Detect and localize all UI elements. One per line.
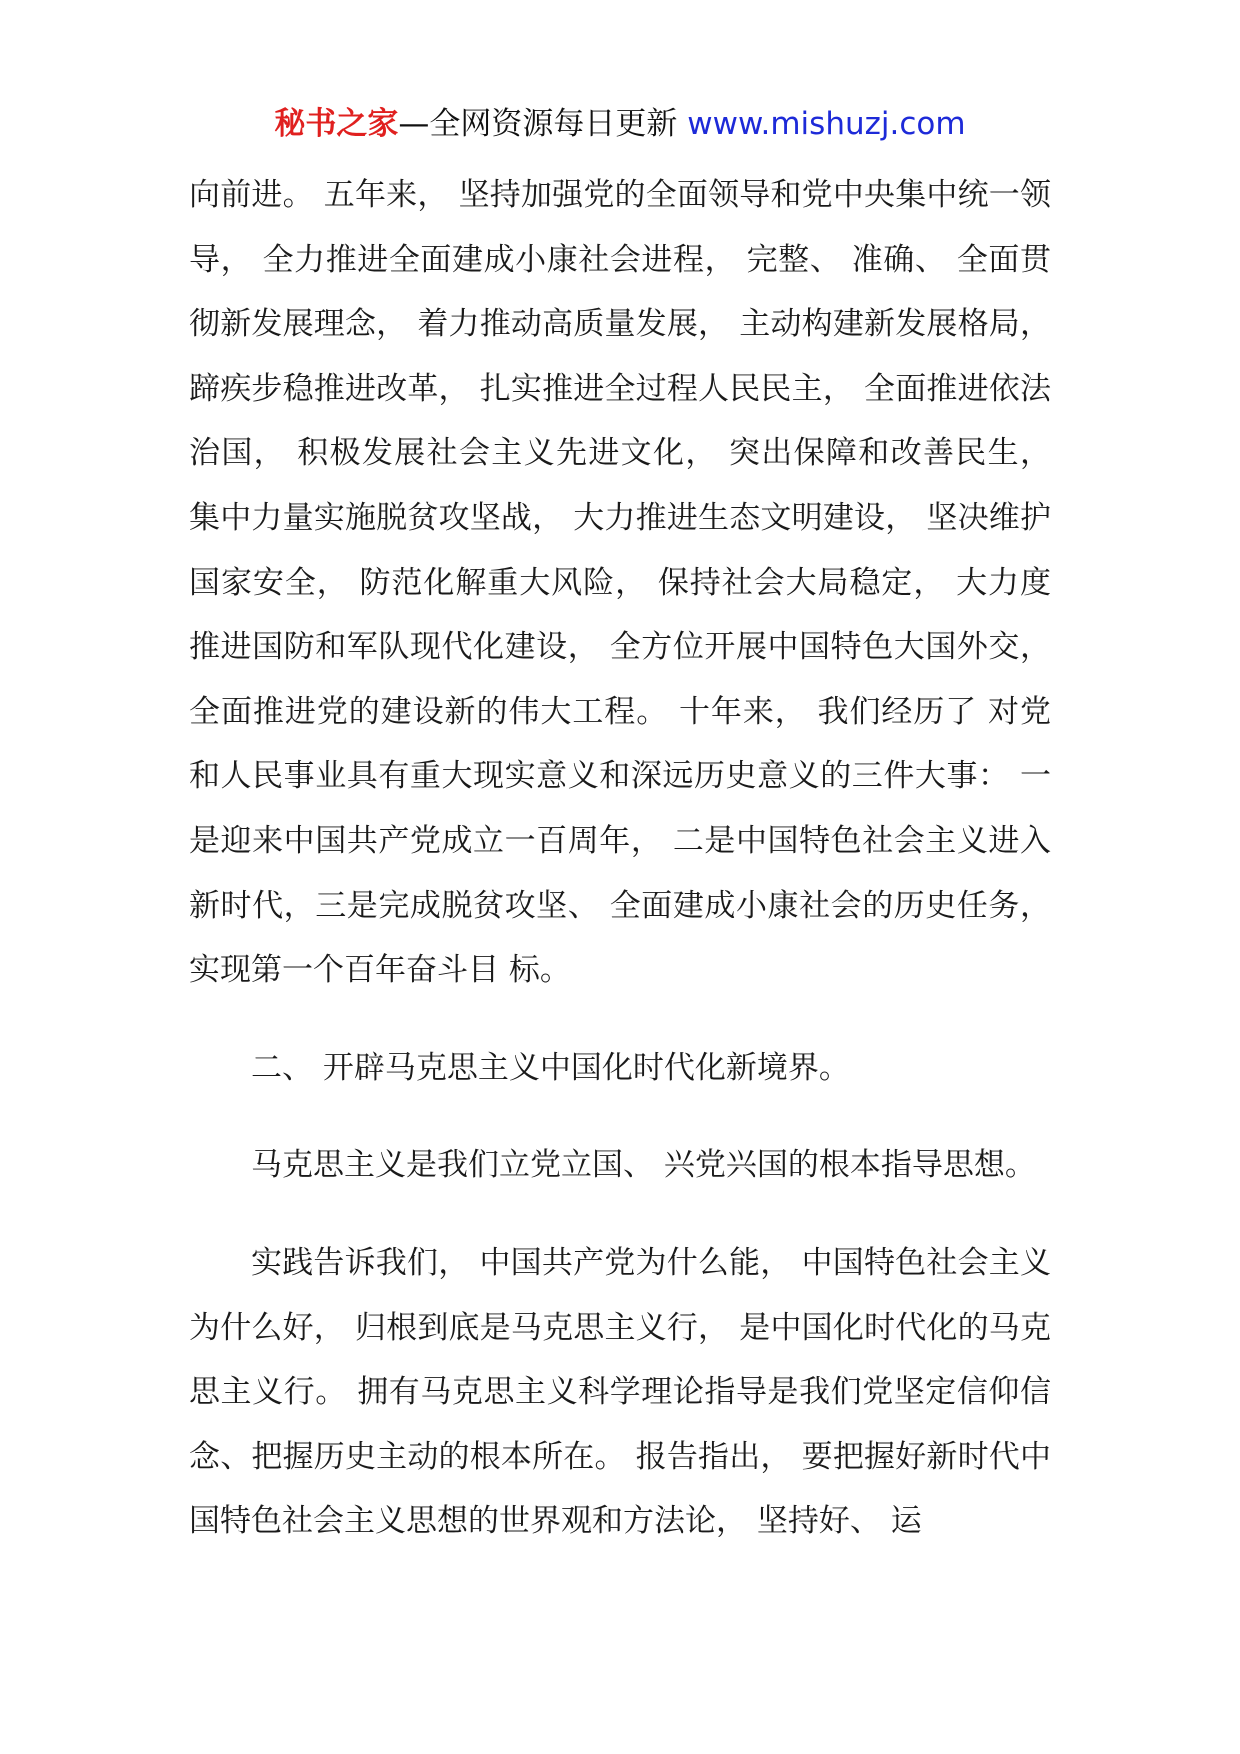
paragraph: 实践告诉我们， 中国共产党为什么能， 中国特色社会主义为什么好， 归根到底是马克思主义行， 是中国化时代化的马克思主义行。 拥有马克思主义科学理论指导是我们党坚定信仰信念、把握历史主动的根本所在。 报告指出， 要把握好新时代中国特色社会主义思想的世界观和方法论， 坚持好、 运 — [189, 1244, 1051, 1540]
header-tagline: —全网资源每日更新 — [398, 106, 678, 142]
brand-name: 秘书之家 — [274, 106, 399, 142]
site-url-link[interactable]: www.mishuzj.com — [687, 106, 966, 142]
section-heading: 二、 开辟马克思主义中国化时代化新境界。 — [251, 1049, 850, 1086]
page-header — [0, 104, 1240, 144]
paragraph: 马克思主义是我们立党立国、 兴党兴国的根本指导思想。 — [251, 1147, 1036, 1184]
document-body — [189, 163, 1051, 1554]
paragraph-continuation: 向前进。 五年来， 坚持加强党的全面领导和党中央集中统一领导， 全力推进全面建成小康社会进程， 完整、 准确、 全面贯彻新发展理念， 着力推动高质量发展， 主动构建新发展格局，蹄疾步稳推进改革， 扎实推进全过程人民民主， 全面推进依法治国， 积极发展社会主义先进文化， 突出保障和改善民生， 集中力量实施脱贫攻坚战， 大力推进生态文明建设， 坚决维护国家安全， 防范化解重大风险， 保持社会大局稳定， 大力度推进国防和军队现代化建设， 全方位开展中国特色大国外交， 全面推进党的建设新的伟大工程。 十年来， 我们经历了 对党和人民事业具有重大现实意义和深远历史意义的三件大事： 一是迎来中国共产党成立一百周年， 二是中国特色社会主义进入新时代，三是完成脱贫攻坚、 全面建成小康社会的历史任务， 实现第一个百年奋斗目 标。 — [189, 177, 1051, 989]
